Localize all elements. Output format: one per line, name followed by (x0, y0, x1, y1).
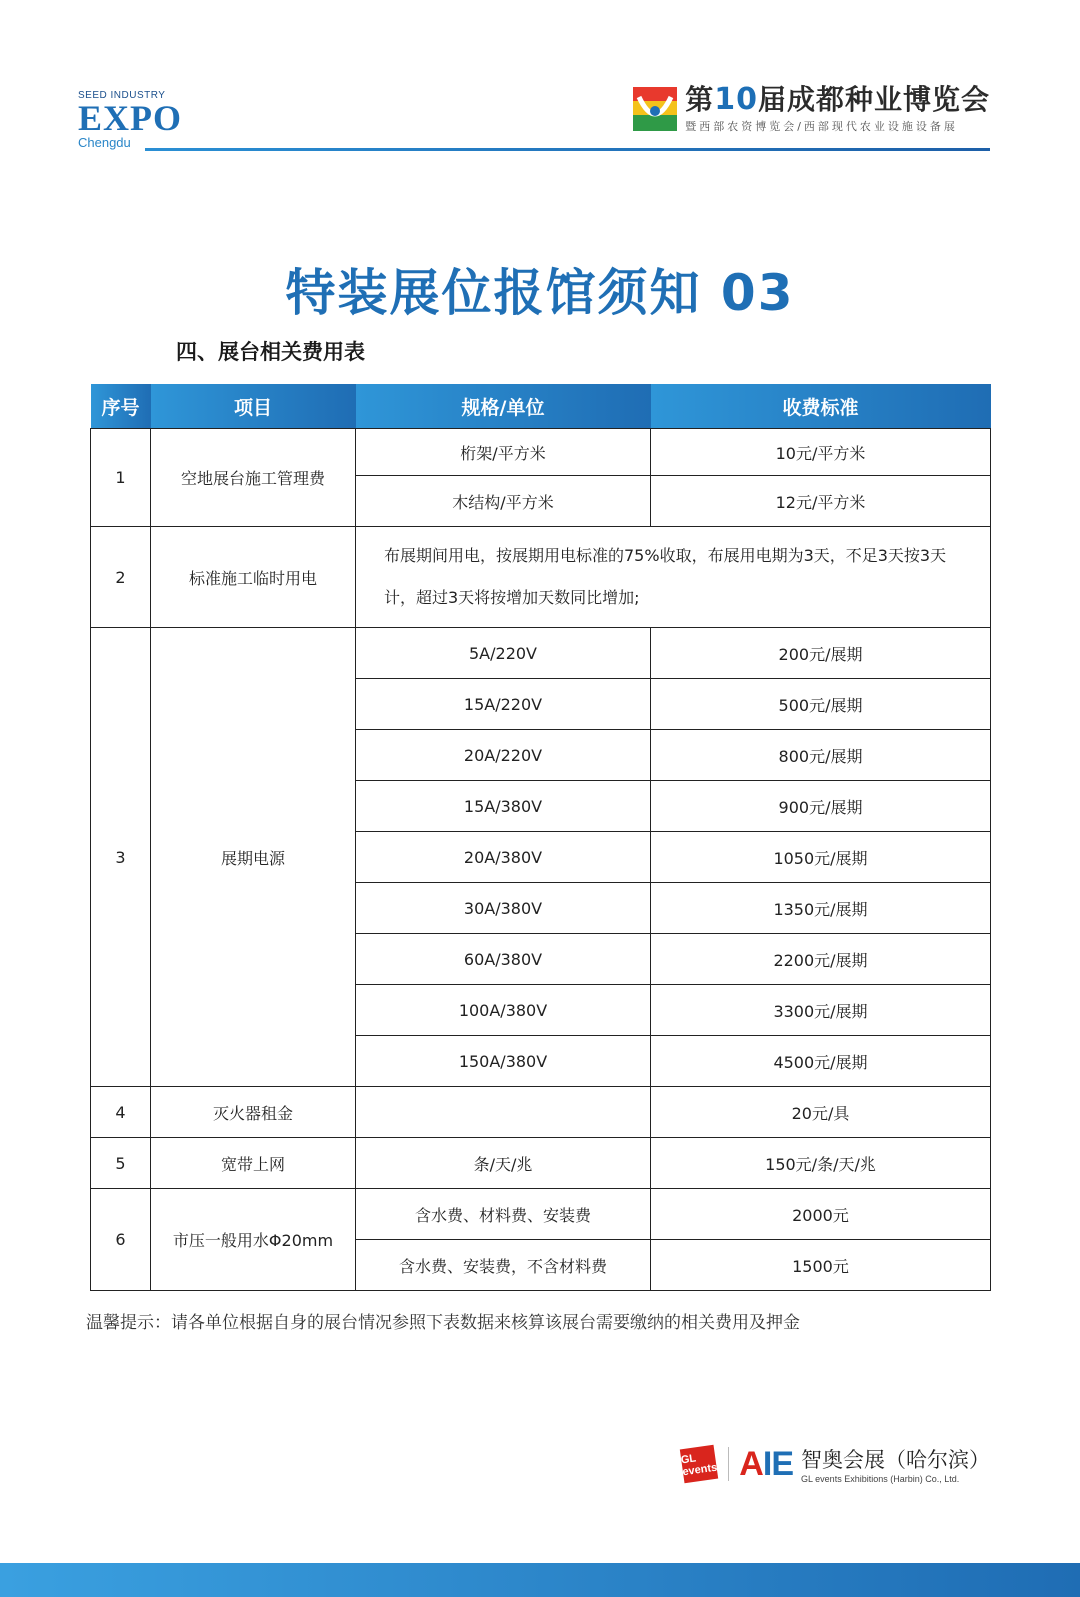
row-spec: 100A/380V (356, 985, 651, 1036)
row-fee: 200元/展期 (651, 628, 991, 679)
row-fee: 1050元/展期 (651, 832, 991, 883)
row-item: 展期电源 (151, 628, 356, 1087)
row-fee: 900元/展期 (651, 781, 991, 832)
company-name-cn: 智奥会展（哈尔滨） (801, 1448, 990, 1472)
row-merged-description: 布展期间用电，按展期用电标准的75%收取，布展用电期为3天，不足3天按3天计，超过3天将按增加天数同比增加; (356, 527, 991, 628)
expo-name-number: 10 (714, 82, 758, 117)
row-fee: 2000元 (651, 1189, 991, 1240)
row-item: 标准施工临时用电 (151, 527, 356, 628)
header-no: 序号 (91, 384, 151, 429)
table-row (91, 1189, 991, 1240)
row-spec: 含水费、材料费、安装费 (356, 1189, 651, 1240)
row-number: 6 (91, 1189, 151, 1291)
row-fee: 1350元/展期 (651, 883, 991, 934)
row-spec: 150A/380V (356, 1036, 651, 1087)
note-text: 温馨提示：请各单位根据自身的展台情况参照下表数据来核算该展台需要缴纳的相关费用及押金 (86, 1313, 800, 1333)
row-number: 4 (91, 1087, 151, 1138)
row-fee: 10元/平方米 (651, 429, 991, 476)
logo-divider (728, 1447, 729, 1481)
row-fee: 3300元/展期 (651, 985, 991, 1036)
row-fee: 500元/展期 (651, 679, 991, 730)
row-spec: 20A/380V (356, 832, 651, 883)
row-spec: 60A/380V (356, 934, 651, 985)
expo-brand (633, 84, 990, 134)
expo-name (685, 84, 990, 116)
section-title: 四、展台相关费用表 (176, 340, 365, 364)
row-fee: 150元/条/天/兆 (651, 1138, 991, 1189)
header-fee: 收费标准 (651, 384, 991, 429)
row-fee: 12元/平方米 (651, 476, 991, 527)
table-row (91, 628, 991, 679)
row-spec (356, 1087, 651, 1138)
company-name-en: GL events Exhibitions (Harbin) Co., Ltd. (801, 1474, 960, 1484)
row-spec: 条/天/兆 (356, 1138, 651, 1189)
row-item: 宽带上网 (151, 1138, 356, 1189)
expo-name-prefix: 第 (685, 83, 715, 116)
row-spec: 5A/220V (356, 628, 651, 679)
page-title: 特装展位报馆须知 03 (285, 264, 795, 322)
seed-expo-logo (78, 90, 182, 150)
table-row (91, 429, 991, 476)
row-fee: 4500元/展期 (651, 1036, 991, 1087)
bottom-bar (0, 1563, 1080, 1597)
row-spec: 15A/380V (356, 781, 651, 832)
expo-name-suffix: 届成都种业博览会 (757, 83, 990, 116)
row-fee: 800元/展期 (651, 730, 991, 781)
table-row (91, 527, 991, 628)
row-item: 空地展台施工管理费 (151, 429, 356, 527)
aie-letter-a: A (739, 1444, 763, 1483)
row-spec: 20A/220V (356, 730, 651, 781)
aie-letter-e: E (771, 1444, 793, 1483)
logo-seed-industry-text: SEED INDUSTRY (78, 90, 166, 101)
expo-emblem-icon (633, 87, 677, 131)
aie-logo-icon (739, 1445, 793, 1484)
table-row (91, 1138, 991, 1189)
row-number: 5 (91, 1138, 151, 1189)
row-spec: 木结构/平方米 (356, 476, 651, 527)
row-fee: 20元/具 (651, 1087, 991, 1138)
header-item: 项目 (151, 384, 356, 429)
row-spec: 15A/220V (356, 679, 651, 730)
header-spec: 规格/单位 (356, 384, 651, 429)
table-row (91, 1087, 991, 1138)
row-fee: 1500元 (651, 1240, 991, 1291)
fee-table (90, 384, 991, 1291)
aie-letter-i: I (762, 1444, 772, 1483)
table-header-row (91, 384, 991, 429)
row-number: 3 (91, 628, 151, 1087)
logo-expo-text: EXPO (78, 98, 183, 138)
row-item: 灭火器租金 (151, 1087, 356, 1138)
row-fee: 2200元/展期 (651, 934, 991, 985)
expo-subtitle: 暨西部农资博览会/西部现代农业设施设备展 (685, 120, 958, 133)
header-divider (145, 148, 990, 151)
gl-events-badge-icon: GL events (680, 1445, 718, 1483)
row-spec: 30A/380V (356, 883, 651, 934)
row-item: 市压一般用水Φ20mm (151, 1189, 356, 1291)
row-spec: 桁架/平方米 (356, 429, 651, 476)
logo-city-text: Chengdu (78, 135, 131, 150)
row-spec: 含水费、安装费，不含材料费 (356, 1240, 651, 1291)
row-number: 2 (91, 527, 151, 628)
company-logo (682, 1444, 990, 1484)
row-number: 1 (91, 429, 151, 527)
